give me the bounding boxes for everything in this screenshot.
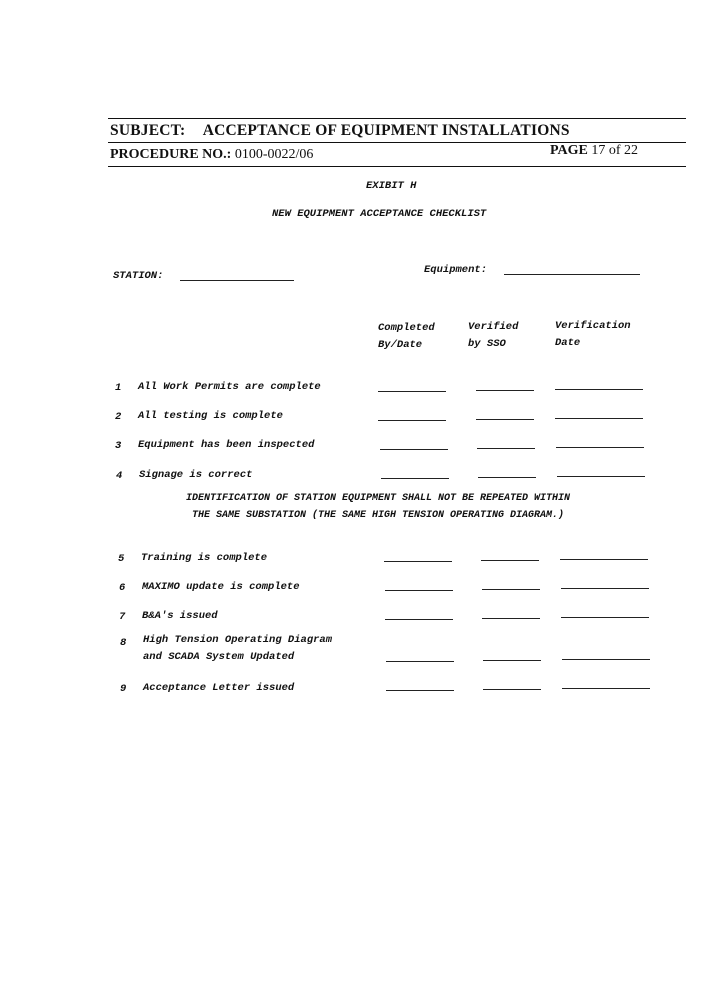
procedure-line — [110, 147, 313, 163]
item-text: Equipment has been inspected — [138, 439, 315, 451]
verified-line — [478, 477, 536, 478]
subject-line — [110, 122, 570, 140]
item-number: 6 — [119, 582, 126, 594]
item-text: Signage is correct — [139, 469, 253, 481]
note-line2: THE SAME SUBSTATION (THE SAME HIGH TENSION OPERATING DIAGRAM.) — [192, 510, 565, 521]
item-number: 3 — [115, 440, 122, 452]
column-completed — [378, 320, 435, 354]
exhibit-label: EXIBIT H — [366, 180, 417, 192]
item-text: Acceptance Letter issued — [143, 682, 295, 694]
completed-line — [378, 391, 446, 392]
column-verified-line1: Verified — [468, 321, 519, 333]
station-label: STATION: — [113, 270, 164, 282]
completed-line — [385, 590, 453, 591]
completed-line — [386, 661, 454, 662]
verified-line — [481, 560, 539, 561]
verification-date-line — [562, 659, 650, 660]
column-completed-line2: By/Date — [378, 339, 423, 351]
item-text-multiline — [143, 632, 332, 666]
completed-line — [380, 449, 448, 450]
item-number: 1 — [115, 382, 122, 394]
completed-line — [386, 690, 454, 691]
procedure-label: PROCEDURE NO.: — [110, 147, 232, 162]
item-number: 8 — [120, 637, 127, 649]
column-verified — [468, 319, 518, 353]
item-number: 7 — [119, 611, 126, 623]
verification-date-line — [557, 476, 645, 477]
completed-line — [381, 478, 449, 479]
column-completed-line1: Completed — [378, 322, 435, 334]
verification-date-line — [560, 559, 648, 560]
verified-line — [476, 390, 534, 391]
header-top-rule — [108, 118, 686, 119]
verified-line — [476, 419, 534, 420]
header-bottom-rule — [108, 166, 686, 167]
note-line1: IDENTIFICATION OF STATION EQUIPMENT SHALL NOT BE REPEATED WITHIN — [186, 493, 571, 504]
station-field-line — [180, 280, 294, 281]
verified-line — [477, 448, 535, 449]
completed-line — [384, 561, 452, 562]
item-text: All Work Permits are complete — [138, 381, 321, 393]
completed-line — [378, 420, 446, 421]
verified-line — [482, 589, 540, 590]
equipment-field-line — [504, 274, 640, 275]
verification-date-line — [561, 617, 649, 618]
equipment-label: Equipment: — [424, 264, 488, 276]
verification-date-line — [562, 688, 650, 689]
column-verification-date — [555, 318, 631, 352]
subject-label: SUBJECT: — [110, 122, 186, 139]
completed-line — [385, 619, 453, 620]
procedure-number: 0100-0022/06 — [234, 147, 314, 162]
item-number: 9 — [120, 683, 127, 695]
page-number: 17 of 22 — [591, 143, 639, 158]
item-text: Training is complete — [141, 552, 268, 564]
subject-text: ACCEPTANCE OF EQUIPMENT INSTALLATIONS — [202, 122, 570, 139]
checklist-title: NEW EQUIPMENT ACCEPTANCE CHECKLIST — [272, 208, 487, 220]
item-text: B&A's issued — [142, 610, 218, 622]
identification-note — [186, 490, 570, 524]
item-number: 4 — [116, 470, 123, 482]
item-text: All testing is complete — [138, 410, 283, 422]
verified-line — [483, 660, 541, 661]
item-number: 2 — [115, 411, 122, 423]
item-text: MAXIMO update is complete — [142, 581, 300, 593]
page-number-line — [550, 143, 638, 159]
verified-line — [483, 689, 541, 690]
column-verification-line2: Date — [555, 337, 581, 349]
verification-date-line — [555, 418, 643, 419]
column-verified-line2: by SSO — [468, 338, 506, 350]
column-verification-line1: Verification — [555, 320, 631, 332]
verification-date-line — [555, 389, 643, 390]
verified-line — [482, 618, 540, 619]
item-text-line2: and SCADA System Updated — [143, 651, 295, 663]
page-label: PAGE — [550, 143, 588, 158]
verification-date-line — [561, 588, 649, 589]
verification-date-line — [556, 447, 644, 448]
item-text: High Tension Operating Diagram — [143, 634, 333, 646]
item-number: 5 — [118, 553, 125, 565]
